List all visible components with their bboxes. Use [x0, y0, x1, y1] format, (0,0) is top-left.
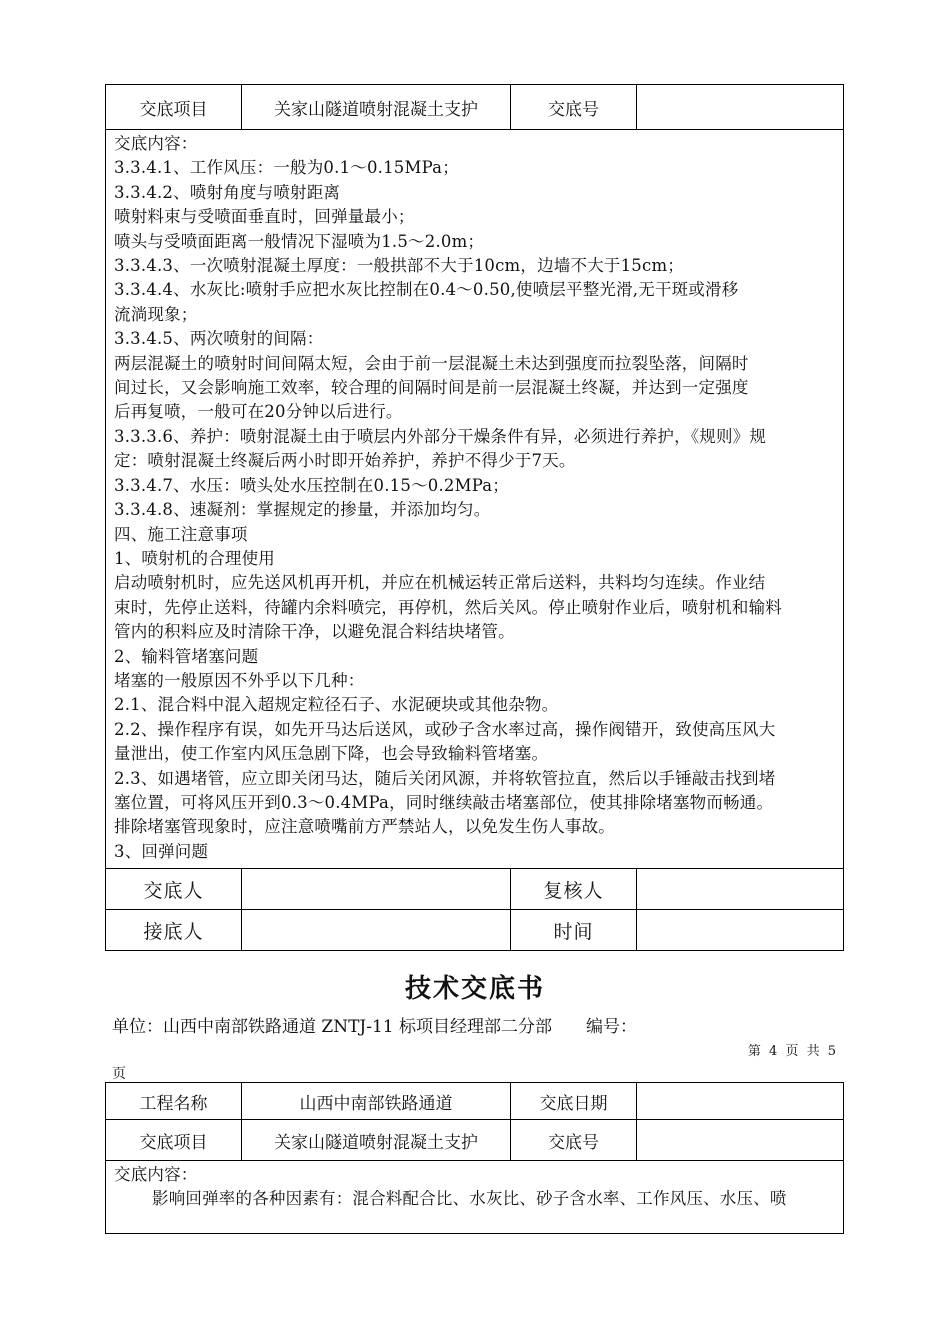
page-title: 技术交底书	[404, 974, 545, 1004]
content-line: 3.3.3.6、养护：喷射混凝土由于喷层内外部分干燥条件有异，必须进行养护，《规则》规	[114, 426, 767, 446]
table-row	[106, 130, 844, 869]
receiver-label: 接底人	[106, 910, 242, 951]
content-line: 3、回弹问题	[114, 841, 209, 861]
content-line: 2.1、混合料中混入超规定粒径石子、水泥硬块或其他杂物。	[114, 695, 559, 715]
table-row	[106, 1120, 844, 1161]
item-label: 交底项目	[106, 85, 242, 130]
content-line: 3.3.4.7、水压：喷头处水压控制在0.15～0.2MPa；	[114, 475, 509, 495]
page-number: 第 4 页 共 5	[747, 1044, 838, 1059]
content-line: 2、输料管堵塞问题	[114, 646, 259, 666]
table-row	[106, 910, 844, 951]
disclosure-no-value	[637, 1120, 844, 1161]
table-row	[106, 869, 844, 910]
discloser-value	[242, 869, 511, 910]
page-number-wrap: 页	[112, 1066, 126, 1082]
content-line: 两层混凝土的喷射时间间隔太短，会由于前一层混凝土未达到强度而拉裂坠落，间隔时	[114, 353, 749, 373]
item-value: 关家山隧道喷射混凝土支护	[242, 1120, 511, 1161]
disclosure-no-label: 交底号	[511, 1120, 637, 1161]
content-heading: 交底内容：	[114, 1165, 198, 1184]
content-line: 后再复喷，一般可在20分钟以后进行。	[114, 402, 403, 422]
content-line: 影响回弹率的各种因素有：混合料配合比、水灰比、砂子含水率、工作风压、水压、喷	[152, 1189, 787, 1209]
content-line: 3.3.4.5、两次喷射的间隔：	[114, 329, 324, 349]
item-value: 关家山隧道喷射混凝土支护	[242, 85, 511, 130]
table-row	[106, 1083, 844, 1120]
content-line: 间过长，又会影响施工效率，较合理的间隔时间是前一层混凝土终凝，并达到一定强度	[114, 378, 749, 398]
project-label: 工程名称	[106, 1083, 242, 1120]
reviewer-label: 复核人	[511, 869, 637, 910]
disclosure-table-2	[105, 1082, 844, 1234]
date-label: 交底日期	[511, 1083, 637, 1120]
content-line: 定：喷射混凝土终凝后两小时即开始养护，养护不得少于7天。	[114, 451, 576, 471]
disclosure-no-label: 交底号	[511, 85, 637, 130]
disclosure-content	[106, 1161, 844, 1234]
time-value	[637, 910, 844, 951]
content-line: 四、施工注意事项	[114, 524, 248, 544]
unit-line	[112, 1012, 637, 1037]
content-line: 喷头与受喷面距离一般情况下湿喷为1.5～2.0m；	[114, 231, 485, 251]
disclosure-content	[106, 130, 844, 869]
project-value: 山西中南部铁路通道	[242, 1083, 511, 1120]
content-line: 量泄出，使工作室内风压急剧下降，也会导致输料管堵塞。	[114, 744, 549, 764]
content-line: 塞位置，可将风压开到0.3～0.4MPa，同时继续敲击堵塞部位，使其排除堵塞物而畅通。	[114, 792, 774, 812]
content-line: 3.3.4.4、水灰比:喷射手应把水灰比控制在0.4～0.50,使喷层平整光滑,无干斑或滑移	[114, 280, 739, 300]
content-line: 管内的积料应及时清除干净，以避免混合料结块堵管。	[114, 622, 515, 642]
table-row	[106, 1161, 844, 1234]
content-line: 喷射料束与受喷面垂直时，回弹量最小；	[114, 207, 415, 227]
content-line: 3.3.4.8、速凝剂：掌握规定的掺量，并添加均匀。	[114, 500, 491, 520]
table-row	[106, 85, 844, 130]
time-label: 时间	[511, 910, 637, 951]
unit-text: 单位：山西中南部铁路通道 ZNTJ-11 标项目经理部二分部	[112, 1017, 553, 1037]
discloser-label: 交底人	[106, 869, 242, 910]
reviewer-value	[637, 869, 844, 910]
content-line: 3.3.4.2、喷射角度与喷射距离	[114, 182, 341, 202]
content-line: 启动喷射机时，应先送风机再开机，并应在机械运转正常后送料，共料均匀连续。作业结	[114, 573, 766, 593]
content-line: 交底内容：	[114, 134, 198, 153]
content-line: 流淌现象；	[114, 304, 198, 324]
content-line: 束时，先停止送料，待罐内余料喷完，再停机，然后关风。停止喷射作业后，喷射机和输料	[114, 597, 782, 617]
content-line: 3.3.4.3、一次喷射混凝土厚度：一般拱部不大于10cm，边墙不大于15cm；	[114, 256, 684, 276]
content-line: 2.2、操作程序有误，如先开马达后送风，或砂子含水率过高，操作阀错开，致使高压风大	[114, 719, 776, 739]
content-line: 1、喷射机的合理使用	[114, 548, 275, 568]
date-value	[637, 1083, 844, 1120]
disclosure-table-1	[105, 84, 844, 951]
disclosure-no-value	[637, 85, 844, 130]
content-line: 3.3.4.1、工作风压：一般为0.1～0.15MPa；	[114, 158, 459, 178]
code-label: 编号：	[586, 1017, 638, 1037]
content-line: 排除堵塞管现象时，应注意喷嘴前方严禁站人，以免发生伤人事故。	[114, 817, 615, 837]
receiver-value	[242, 910, 511, 951]
content-line: 2.3、如遇堵管，应立即关闭马达，随后关闭风源，并将软管拉直，然后以手锤敲击找到堵	[114, 768, 776, 788]
item-label: 交底项目	[106, 1120, 242, 1161]
content-line: 堵塞的一般原因不外乎以下几种：	[114, 670, 365, 690]
